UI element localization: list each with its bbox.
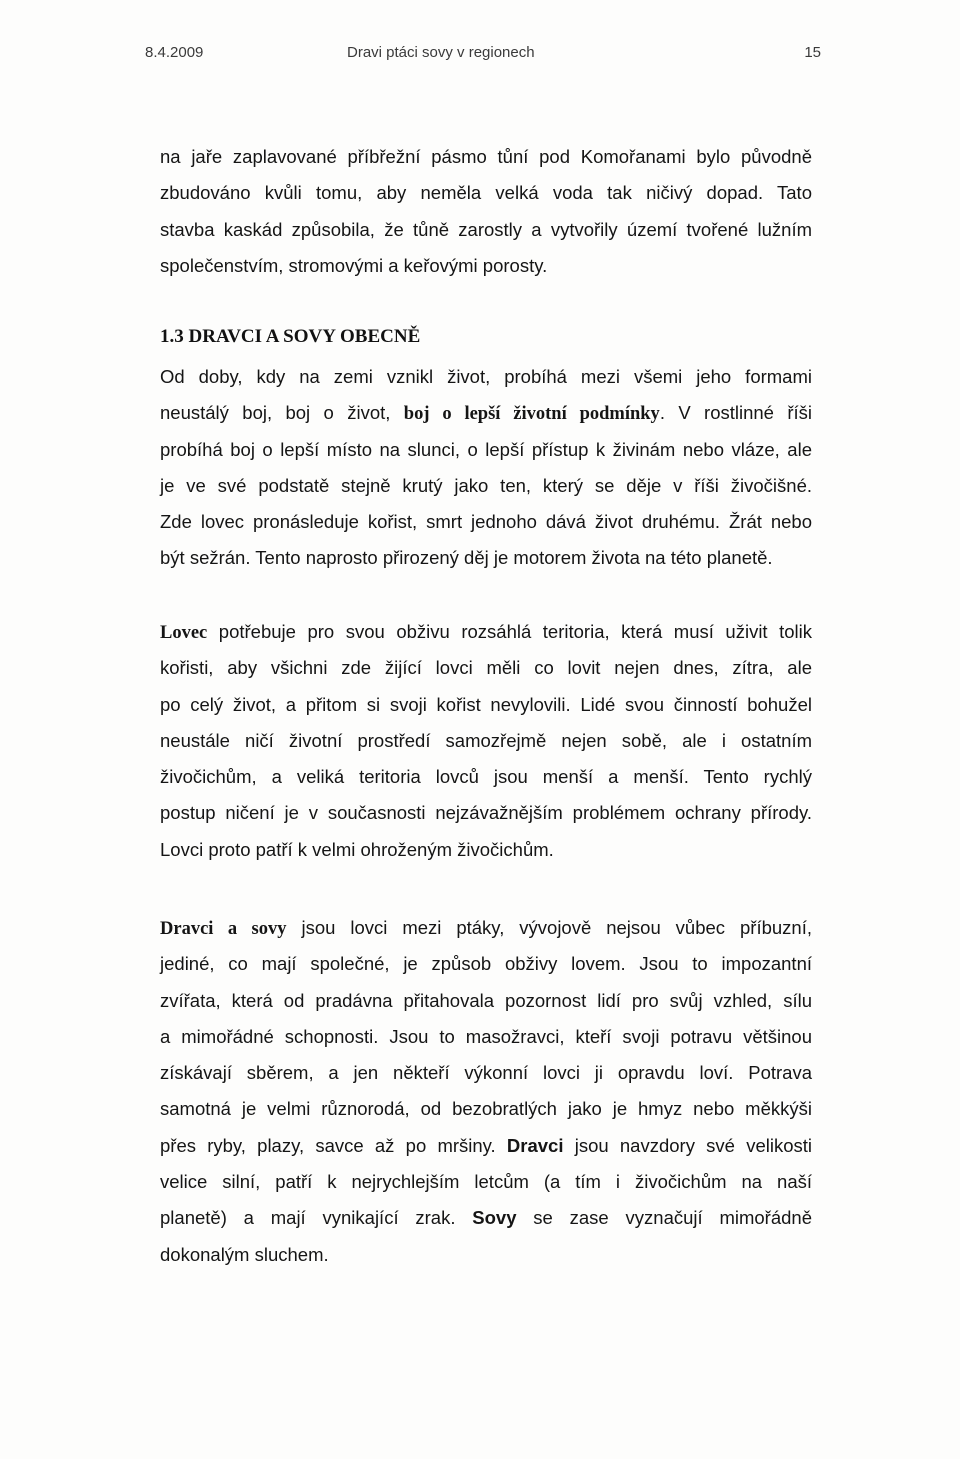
text-run: potřebuje pro svou obživu rozsáhlá teritoria, která musí uživit tolik [207, 621, 812, 642]
text-line [160, 614, 812, 650]
text-line: živočichům, a veliká teritoria lovců jsou menší a menší. Tento rychlý [160, 766, 812, 788]
text-run: se zase vyznačují mimořádně [516, 1207, 812, 1229]
text-line: být sežrán. Tento naprosto přirozený děj je motorem života na této planetě. [160, 547, 773, 569]
text-run: jsou lovci mezi ptáky, vývojově nejsou vůbec příbuzní, [286, 917, 812, 938]
page-number: 15 [804, 44, 821, 61]
text-line: a mimořádné schopnosti. Jsou to masožravci, kteří svoji potravu většinou [160, 1025, 812, 1047]
header-date: 8.4.2009 [145, 44, 204, 61]
bold-phrase: Sovy [472, 1207, 517, 1229]
text-line: Od doby, kdy na zemi vznikl život, probíhá mezi všemi jeho formami [160, 366, 812, 387]
paragraph-4 [160, 910, 812, 1273]
text-line: společenstvím, stromovými a keřovými porosty. [160, 254, 548, 276]
paragraph-3 [160, 614, 812, 868]
header-title: Dravi ptáci sovy v regionech [347, 44, 535, 61]
text-line: postup ničení je v současnosti nejzávažnějším problémem ochrany přírody. [160, 802, 812, 824]
text-line: získávají sběrem, a jen někteří výkonní lovci ji opravdu loví. Potrava [160, 1062, 812, 1084]
text-run: neustálý boj, boj o život, [160, 402, 404, 424]
text-line: na jaře zaplavované příbřežní pásmo tůní pod Komořanami bylo původně [160, 146, 812, 167]
text-run: . V rostlinné říši [659, 402, 813, 424]
section-heading: 1.3 DRAVCI A SOVY OBECNĚ [160, 326, 421, 347]
text-line: kořisti, aby všichni zde žijící lovci měli co lovit nejen dnes, zítra, ale [160, 657, 812, 679]
text-line: zvířata, která od pradávna přitahovala pozornost lidí pro svůj vzhled, sílu [160, 989, 812, 1011]
text-line: stavba kaskád způsobila, že tůně zarostly a vytvořily území tvořené lužním [160, 218, 812, 240]
text-line [160, 1128, 812, 1164]
text-line: velice silní, patří k nejrychlejším letcům (a tím i živočichům na naší [160, 1171, 812, 1193]
text-run: jsou navzdory své velikosti [563, 1134, 812, 1156]
text-line [160, 910, 812, 946]
text-line: samotná je velmi různorodá, od bezobratlých jako je hmyz nebo měkkýši [160, 1098, 812, 1120]
text-line: neustále ničí životní prostředí samozřejmě nejen sobě, ale i ostatním [160, 729, 812, 751]
text-line [160, 395, 812, 431]
bold-phrase: Lovec [160, 623, 208, 643]
text-line: Zde lovec pronásleduje kořist, smrt jednoho dává život druhému. Žrát nebo [160, 511, 812, 533]
text-line: je ve své podstatě stejně krutý jako ten, který se děje v říši živočišné. [160, 474, 812, 496]
bold-phrase: Dravci a sovy [160, 919, 287, 939]
text-line: jediné, co mají společné, je způsob obživy lovem. Jsou to impozantní [160, 953, 812, 975]
bold-phrase: Dravci [506, 1134, 564, 1156]
text-line: zbudováno kvůli tomu, aby neměla velká voda tak ničivý dopad. Tato [160, 182, 812, 204]
text-line: dokonalým sluchem. [160, 1243, 329, 1265]
text-line: Lovci proto patří k velmi ohroženým živočichům. [160, 838, 554, 860]
text-run: planetě) a mají vynikající zrak. [160, 1207, 473, 1229]
page-header [145, 44, 821, 68]
paragraph-2 [160, 359, 812, 577]
bold-phrase: boj o lepší životní podmínky [403, 404, 660, 425]
text-line: po celý život, a přitom si svoji kořist nevylovili. Lidé svou činností bohužel [160, 693, 812, 715]
text-run: přes ryby, plazy, savce až po mršiny. [160, 1134, 507, 1156]
text-line: probíhá boj o lepší místo na slunci, o lepší přístup k živinám nebo vláze, ale [160, 438, 812, 460]
text-line [160, 1200, 812, 1236]
paragraph-1 [160, 139, 812, 284]
